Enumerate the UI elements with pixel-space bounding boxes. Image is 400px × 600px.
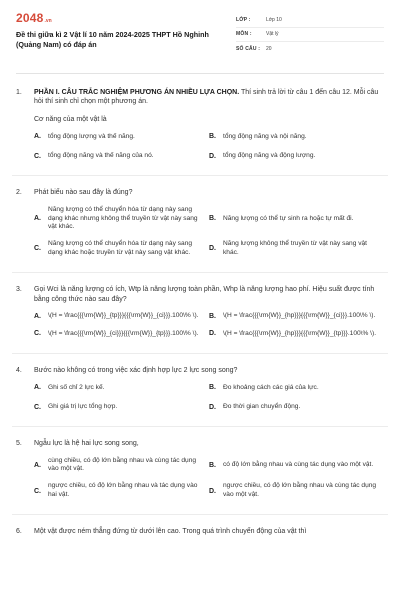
option-text: Ghi giá trị lực tổng hợp.: [48, 402, 118, 410]
option-text: ngược chiều, có độ lớn bằng nhau và tác dụng vào hai vật.: [48, 482, 198, 499]
option-text: cùng chiều, có độ lớn bằng nhau và cùng tác dụng vào một vật.: [48, 456, 197, 473]
answer-options: [34, 206, 384, 258]
option-letter: B.: [209, 215, 216, 223]
option-letter: C.: [34, 403, 41, 411]
answer-option-b[interactable]: [209, 312, 384, 321]
option-letter: D.: [209, 152, 216, 160]
option-text: Năng lượng không thể truyền từ vật này sang vật khác.: [223, 240, 368, 257]
answer-options: [34, 457, 384, 501]
question-number: 3.: [16, 286, 22, 294]
question-number: 1.: [16, 89, 22, 96]
option-letter: A.: [34, 133, 41, 141]
option-letter: A.: [34, 461, 41, 469]
question-3: [16, 285, 384, 339]
question-text: Gọi Wci là năng lượng có ích, Wtp là năng lượng toàn phần, Whp là năng lượng hao phí. Hiệu suất được tính bằng công thức nào sau đây?: [34, 286, 375, 303]
question-number: 4.: [16, 366, 22, 374]
option-letter: D.: [209, 487, 216, 495]
question-6: [16, 527, 384, 536]
question-text: [34, 88, 384, 107]
meta-row-count: [236, 42, 384, 56]
meta-value: Lớp 10: [266, 17, 282, 24]
answer-option-b[interactable]: [209, 457, 384, 475]
option-text: tổng động lượng và thế năng.: [48, 132, 135, 140]
option-letter: A.: [34, 384, 41, 392]
answer-option-a[interactable]: [34, 383, 209, 392]
divider: [12, 353, 388, 354]
divider: [12, 426, 388, 427]
option-text: có độ lớn bằng nhau và cùng tác dụng vào một vật.: [223, 461, 374, 469]
answer-option-b[interactable]: [209, 206, 384, 233]
answer-option-d[interactable]: [209, 482, 384, 500]
option-letter: C.: [34, 245, 41, 253]
question-text: Một vật được ném thẳng đứng từ dưới lên cao. Trong quá trình chuyển động của vật thì: [34, 528, 307, 536]
option-text: Đo thời gian chuyển động.: [223, 402, 301, 410]
option-text: tổng động năng và nội năng.: [223, 132, 307, 140]
divider: [12, 175, 388, 176]
option-text: tổng động năng và thế năng của nó.: [48, 152, 154, 160]
exam-title: Đề thi giữa kì 2 Vật lí 10 năm 2024-2025 THPT Hồ Nghinh (Quảng Nam) có đáp án: [16, 30, 209, 50]
question-5: [16, 439, 384, 500]
question-list: [16, 74, 384, 537]
divider: [12, 272, 388, 273]
answer-option-b[interactable]: [209, 383, 384, 392]
meta-label: MÔN :: [236, 31, 252, 38]
question-stem: Cơ năng của một vật là: [34, 115, 107, 123]
section-heading: PHẦN I. CÂU TRẮC NGHIỆM PHƯƠNG ÁN NHIỀU LỰA CHỌN.: [34, 89, 240, 96]
section-instruction: Thí sinh trả lời từ câu 1 đến câu 12. Mỗi câu hỏi thí sinh chỉ chọn một phương án.: [34, 89, 379, 106]
answer-option-a[interactable]: [34, 132, 209, 141]
answer-option-a[interactable]: [34, 457, 209, 475]
meta-row-subject: [236, 28, 384, 42]
answer-option-c[interactable]: [34, 152, 209, 161]
answer-option-c[interactable]: [34, 403, 209, 412]
answer-option-d[interactable]: [209, 152, 384, 161]
option-letter: C.: [34, 330, 41, 338]
answer-option-d[interactable]: [209, 403, 384, 412]
option-letter: B.: [209, 384, 216, 392]
question-text: Phát biểu nào sau đây là đúng?: [34, 189, 133, 197]
option-letter: B.: [209, 133, 216, 141]
option-text: Đo khoảng cách các giá của lực.: [223, 383, 319, 391]
answer-option-c[interactable]: [34, 329, 209, 338]
answer-options: [34, 132, 384, 161]
meta-label: LỚP :: [236, 17, 251, 24]
option-letter: D.: [209, 330, 216, 338]
answer-option-d[interactable]: [209, 240, 384, 258]
question-text: Ngẫu lực là hệ hai lực song song,: [34, 440, 139, 448]
option-letter: D.: [209, 245, 216, 253]
answer-option-d[interactable]: [209, 329, 384, 338]
answer-options: [34, 312, 384, 339]
option-text: tổng động năng và động lượng.: [223, 152, 316, 160]
question-4: [16, 366, 384, 412]
question-text: Bước nào không có trong việc xác định hợp lực 2 lực song song?: [34, 366, 238, 374]
option-text: \(H = \frac{{{\rm{W}}_{tp}}}{{{\rm{W}}_{ci}}}.100\% \).: [48, 312, 199, 320]
question-2: [16, 188, 384, 258]
answer-option-c[interactable]: [34, 482, 209, 500]
option-letter: B.: [209, 312, 216, 320]
option-text: Năng lượng có thể tự sinh ra hoặc tự mất đi.: [223, 214, 354, 222]
logo-number: 2048: [16, 11, 44, 25]
option-letter: B.: [209, 461, 216, 469]
question-number: 6.: [16, 528, 22, 536]
meta-value: Vật lý: [266, 31, 279, 38]
meta-row-class: [236, 14, 384, 28]
option-text: \(H = \frac{{{\rm{W}}_{hp}}}{{{\rm{W}}_{ci}}}.100\% \).: [223, 312, 376, 320]
answer-option-a[interactable]: [34, 312, 209, 321]
option-text: Năng lượng có thể chuyển hóa từ dạng này sang dạng khác hoặc truyền từ vật này sang vật khác.: [48, 240, 193, 257]
option-letter: D.: [209, 403, 216, 411]
option-text: ngược chiều, có độ lớn bằng nhau và cùng tác dụng vào một vật.: [223, 482, 377, 499]
exam-meta-table: [236, 14, 384, 56]
answer-options: [34, 383, 384, 412]
option-text: \(H = \frac{{{\rm{W}}_{hp}}}{{{\rm{W}}_{tp}}}.100\% \).: [223, 329, 377, 337]
question-number: 2.: [16, 189, 22, 197]
meta-label: SỐ CÂU :: [236, 45, 261, 52]
question-1: [16, 88, 384, 161]
option-text: \(H = \frac{{{\rm{W}}_{ci}}}{{{\rm{W}}_{tp}}}.100\% \).: [48, 329, 199, 337]
page-header: [16, 10, 384, 74]
answer-option-c[interactable]: [34, 240, 209, 258]
option-letter: A.: [34, 312, 41, 320]
option-letter: C.: [34, 487, 41, 495]
answer-option-a[interactable]: [34, 206, 209, 233]
answer-option-b[interactable]: [209, 132, 384, 141]
option-text: Năng lượng có thể chuyển hóa từ dạng này sang dạng khác nhưng không thể truyền từ vật này sang vật khác.: [48, 205, 198, 231]
question-number: 5.: [16, 440, 22, 448]
option-letter: C.: [34, 152, 41, 160]
option-letter: A.: [34, 215, 41, 223]
option-text: Ghi số chỉ 2 lực kế.: [48, 383, 105, 391]
divider: [12, 514, 388, 515]
meta-value: 20: [266, 45, 272, 52]
logo-domain: .vn: [44, 18, 52, 24]
